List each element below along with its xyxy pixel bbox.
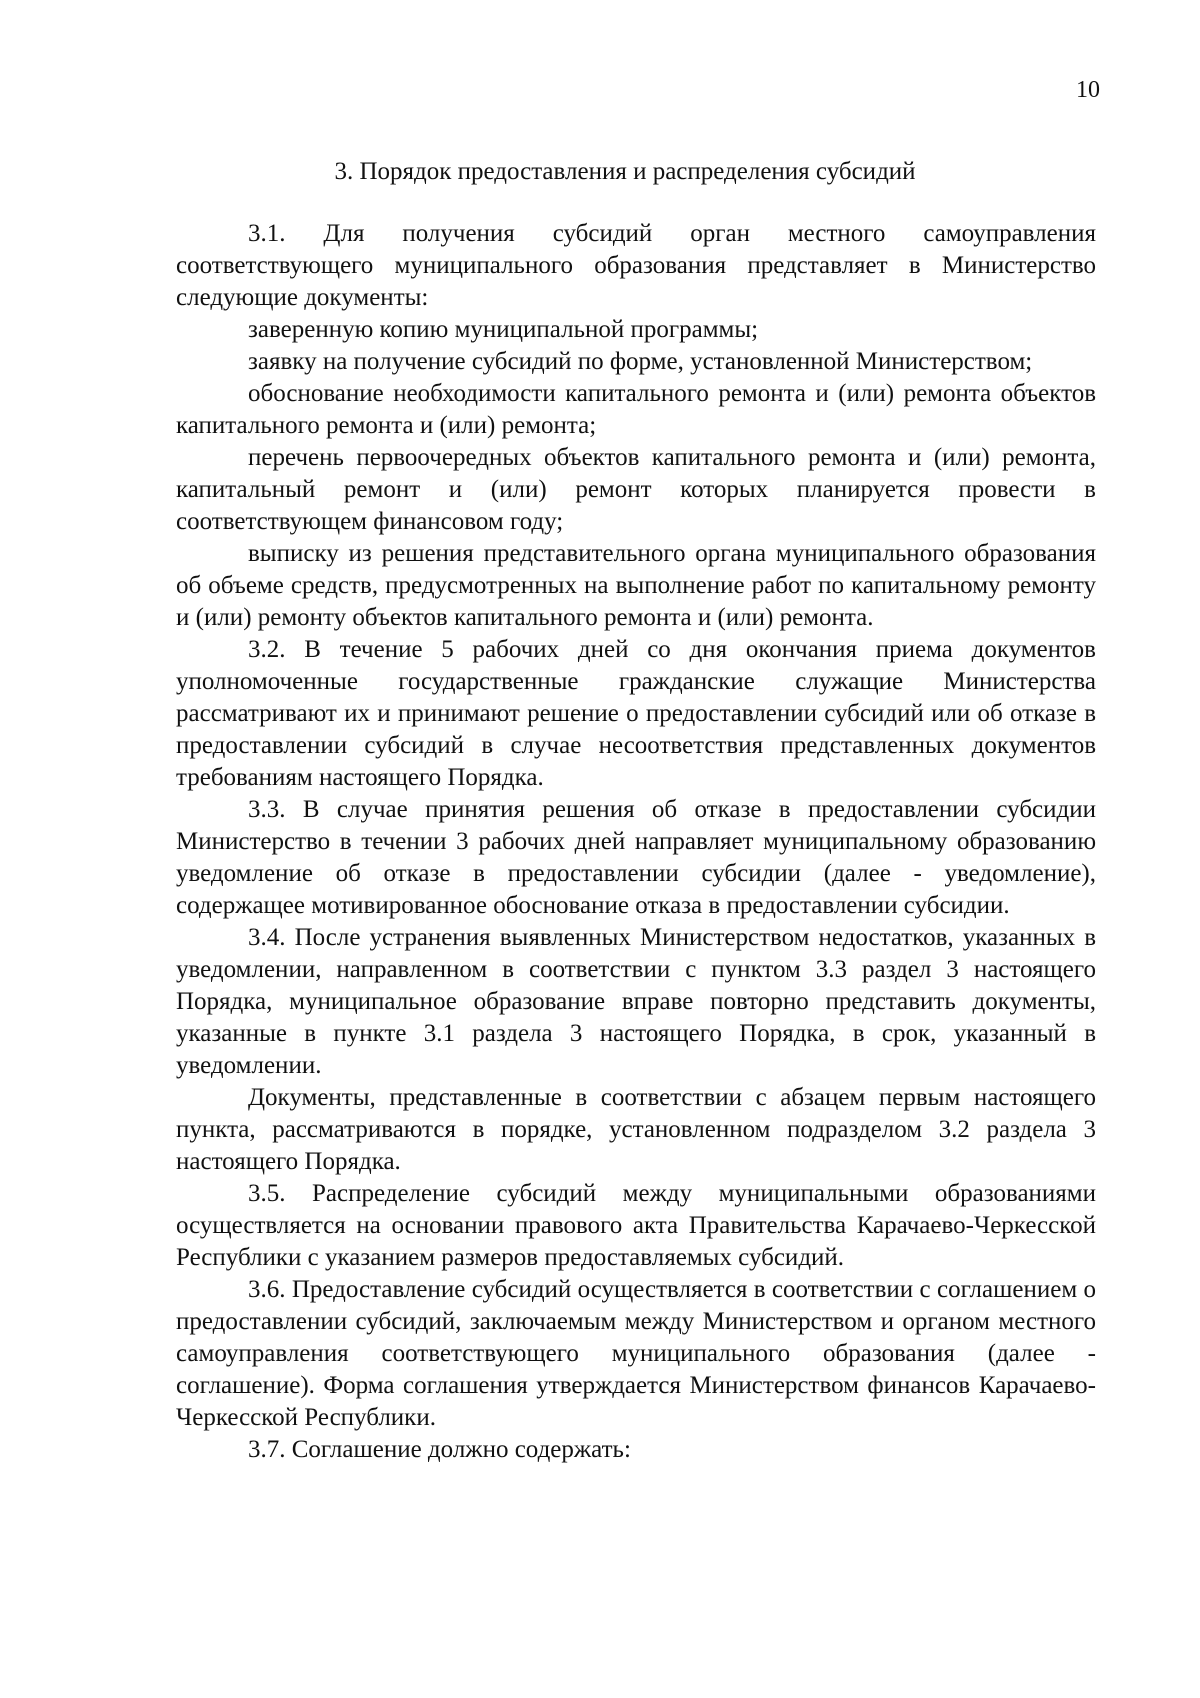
section-title: 3. Порядок предоставления и распределения субсидий — [334, 158, 916, 185]
paragraph-3-7: 3.7. Соглашение должно содержать: — [248, 1436, 631, 1463]
list-item-council-extract: выписку из решения представительного органа муниципального образования об объеме средств, предусмотренных на выполнение работ по капитальному ремонту и (или) ремонту объектов капитального ремонта и (или) ремонта. — [176, 540, 1096, 631]
paragraph-3-2: 3.2. В течение 5 рабочих дней со дня окончания приема документов уполномоченные государственные гражданские служащие Министерства рассматривают их и принимают решение о предоставлении субсидий или об отказе в предоставлении субсидий в случае несоответствия представленных документов требованиям настоящего Порядка. — [176, 636, 1096, 791]
paragraph-3-1: 3.1. Для получения субсидий орган местного самоуправления соответствующего муниципального образования представляет в Министерство следующие документы: — [176, 220, 1096, 311]
paragraph-3-4-continued: Документы, представленные в соответствии с абзацем первым настоящего пункта, рассматриваются в порядке, установленном подразделом 3.2 раздела 3 настоящего Порядка. — [176, 1084, 1096, 1175]
list-item-application: заявку на получение субсидий по форме, установленной Министерством; — [248, 348, 1033, 375]
paragraph-3-5: 3.5. Распределение субсидий между муниципальными образованиями осуществляется на основании правового акта Правительства Карачаево-Черкесской Республики с указанием размеров предоставляемых субсидий. — [176, 1180, 1096, 1271]
paragraph-3-4: 3.4. После устранения выявленных Министерством недостатков, указанных в уведомлении, направленном в соответствии с пунктом 3.3 раздел 3 настоящего Порядка, муниципальное образование вправе повторно представить документы, указанные в пункте 3.1 раздела 3 настоящего Порядка, в срок, указанный в уведомлении. — [176, 924, 1096, 1079]
paragraph-3-3: 3.3. В случае принятия решения об отказе в предоставлении субсидии Министерство в течении 3 рабочих дней направляет муниципальному образованию уведомление об отказе в предоставлении субсидии (далее - уведомление), содержащее мотивированное обоснование отказа в предоставлении субсидии. — [176, 796, 1096, 919]
document-body — [176, 218, 1096, 1466]
page-number: 10 — [1076, 77, 1100, 103]
list-item-justification: обоснование необходимости капитального ремонта и (или) ремонта объектов капитального ремонта и (или) ремонта; — [176, 380, 1096, 439]
list-item-priority-objects: перечень первоочередных объектов капитального ремонта и (или) ремонта, капитальный ремонт и (или) ремонт которых планируется провести в соответствующем финансовом году; — [176, 444, 1096, 535]
paragraph-3-6: 3.6. Предоставление субсидий осуществляется в соответствии с соглашением о предоставлении субсидий, заключаемым между Министерством и органом местного самоуправления соответствующего муниципального образования (далее - соглашение). Форма соглашения утверждается Министерством финансов Карачаево-Черкесской Республики. — [176, 1276, 1096, 1431]
list-item-program-copy: заверенную копию муниципальной программы; — [248, 316, 759, 343]
